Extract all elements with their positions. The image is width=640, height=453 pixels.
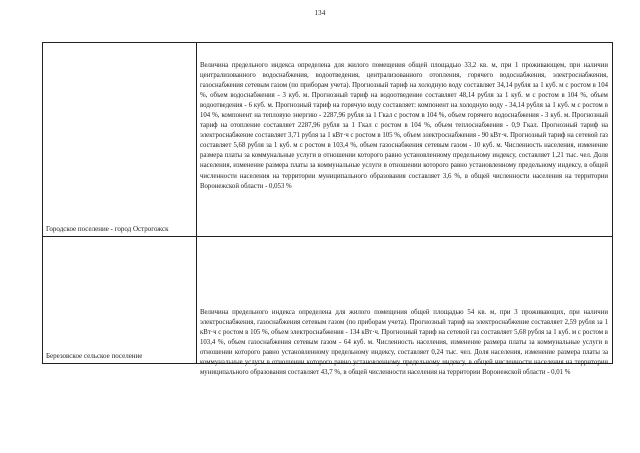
column-divider	[196, 43, 197, 236]
index-description-cell: Величина предельного индекса определена для жилого помещения общей площадью 54 кв. м, при 3 проживающих, при наличии электроснабжения, газоснабжения сетевым газом (по приборам учета). Прогнозный тариф на электроснабжение составляет 2,59 рубля за 1 кВт·ч с ростом в 105 %, объем электроснабжения - 134 кВт·ч. Прогнозный тариф на сетевой газ составляет 5,68 рубля за 1 куб. м с ростом в 103,4 %, объем газоснабжения сетевым газом - 64 куб. м. Численность населения, изменение размера платы за коммунальные услуги в отношении которого равно установленному предельному индексу, составляет 0,24 тыс. чел. Доля населения, изменение размера платы за коммунальные услуги в отношении которого равно установленному предельному индексу, в общей численности населения на территории муниципального образования составляет 43,7 %, в общей численности населения на территории Воронежской области - 0,01 %	[200, 309, 608, 377]
column-divider	[196, 237, 197, 363]
page-number: 134	[314, 9, 326, 17]
settlement-name-cell: Городское поселение - город Острогожск	[46, 225, 169, 233]
settlement-name-cell: Березовское сельское поселение	[46, 352, 143, 360]
settlements-table	[42, 42, 613, 377]
index-description-cell: Величина предельного индекса определена для жилого помещения общей площадью 33,2 кв. м, при 1 проживающем, при наличии централизованного водоснабжения, водоотведения, централизованного отопления, горячего водоснабжения, электроснабжения, газоснабжения сетевым газом (по приборам учета). Прогнозный тариф на холодную воду составляет 34,14 рубля за 1 куб. м с ростом в 104 %, объем водоснабжения - 3 куб. м. Прогнозный тариф на водоотведение составляет 48,14 рубля за 1 куб. м с ростом в 104 %, объем водоотведения - 6 куб. м. Прогнозный тариф на горячую воду составляет: компонент на холодную воду - 34,14 рубля за 1 куб. м с ростом в 104 %, компонент на тепловую энергию - 2287,96 рубля за 1 Гкал с ростом в 104 %, объем горячего водоснабжения - 3 куб. м. Прогнозный тариф на отопление составляет 2287,96 рубля за 1 Гкал с ростом в 104 %, объем теплоснабжения - 0,9 Гкал. Прогнозный тариф на электроснабжение составляет 3,71 рубля за 1 кВт·ч с ростом в 105 %, объем электроснабжения - 90 кВт·ч. Прогнозный тариф на сетевой газ составляет 5,68 рубля за 1 куб. м с ростом в 103,4 %, объем газоснабжения сетевым газом - 10 куб. м. Численность населения, изменение размера платы за коммунальные услуги в отношении которого равно установленному предельному индексу, составляет 1,21 тыс. чел. Доля населения, изменение размера платы за коммунальные услуги в отношении которого равно установленному предельному индексу, в общей численности населения на территории муниципального образования составляет 3,6 %, в общей численности населения на территории Воронежской области - 0,053 %	[200, 62, 608, 190]
table-row	[42, 236, 613, 377]
table-row	[42, 42, 613, 236]
